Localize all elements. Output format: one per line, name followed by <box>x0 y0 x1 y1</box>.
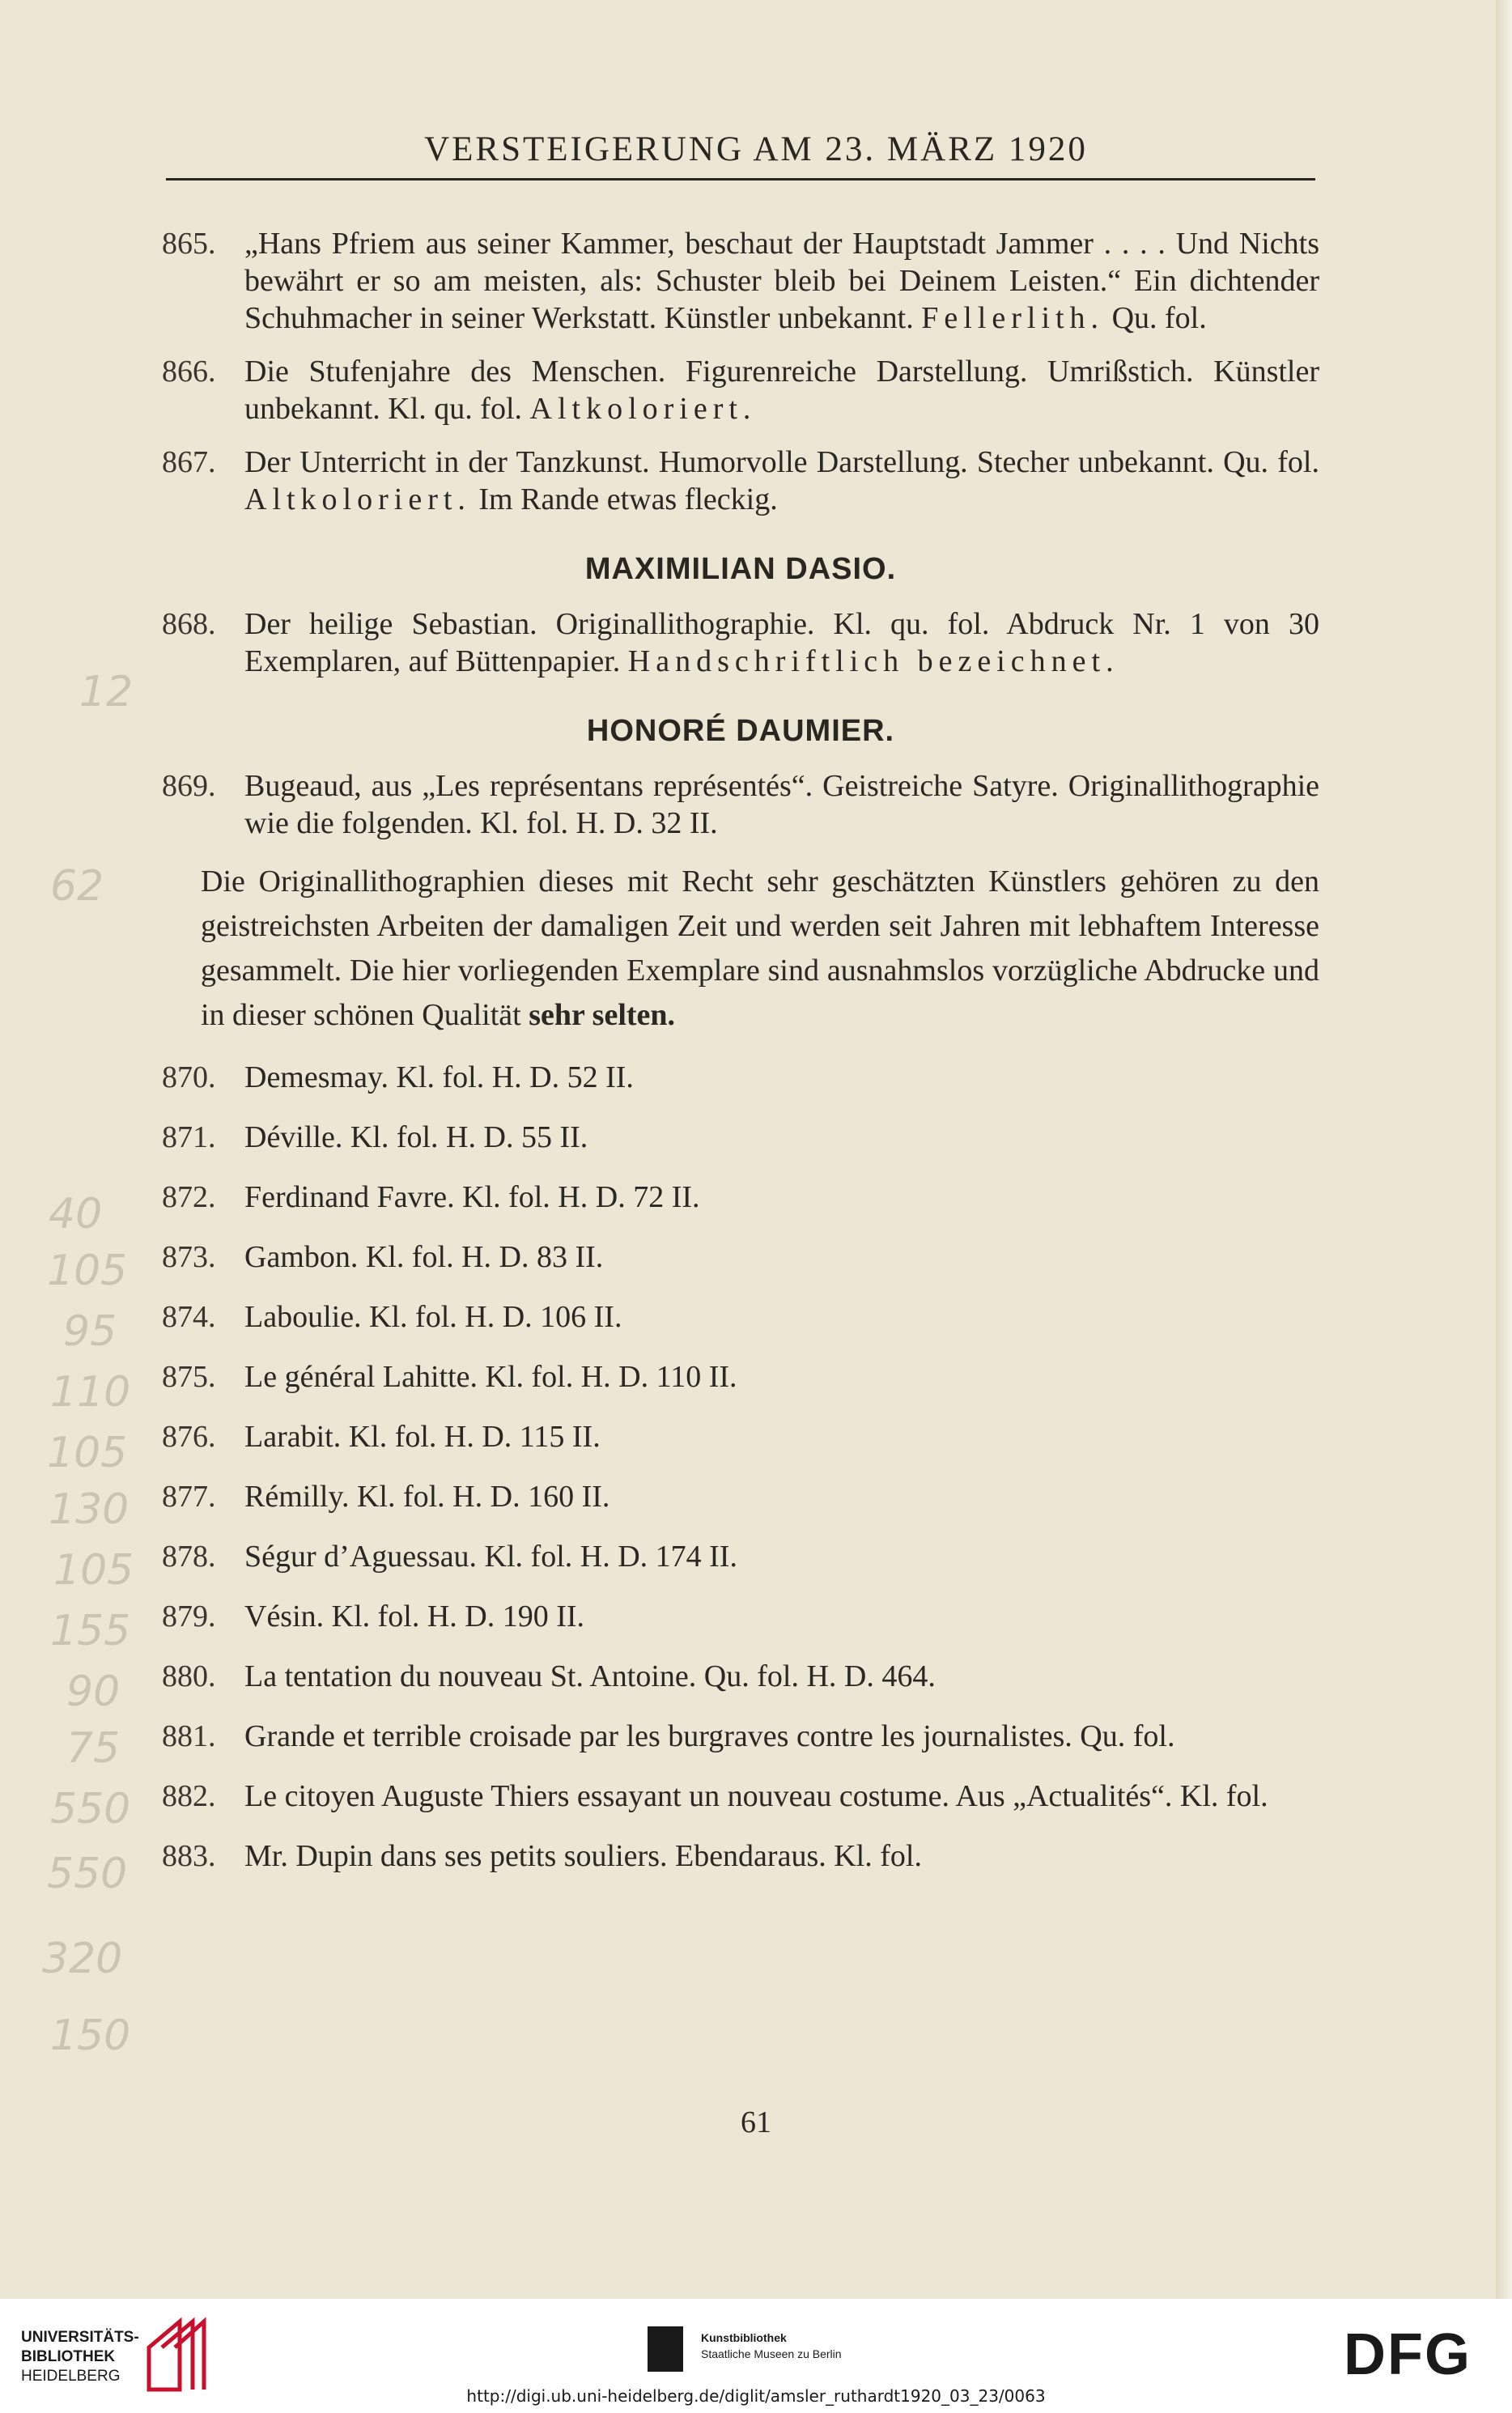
lot-entry <box>162 444 1319 518</box>
ub-logo-line: HEIDELBERG <box>21 2368 121 2385</box>
lot-entry <box>162 353 1319 427</box>
header-rule <box>166 178 1315 181</box>
lot-text: „Hans Pfriem aus seiner Kammer, beschaut der Hauptstadt Jammer . . . . Und Nichts bewährt er so am meisten, als: Schuster bleib bei Deinem Leisten.“ Ein dichtender Schuhmacher in seiner Werkstatt. Künstler unbekannt. <box>244 227 1319 335</box>
lot-text: Mr. Dupin dans ses petits souliers. Ebendaraus. Kl. fol. <box>244 1839 922 1873</box>
pencil-note: 75 <box>66 1724 121 1773</box>
lot-entry <box>162 767 1319 842</box>
lot-text: Demesmay. Kl. fol. H. D. 52 II. <box>244 1060 634 1094</box>
lot-text: Larabit. Kl. fol. H. D. 115 II. <box>244 1420 601 1454</box>
pencil-note: 105 <box>47 1247 128 1295</box>
lot-entry <box>162 1598 1319 1635</box>
lot-entry <box>162 1837 1319 1875</box>
lot-number: 874. <box>162 1300 216 1334</box>
lot-text: Rémilly. Kl. fol. H. D. 160 II. <box>244 1480 610 1514</box>
dfg-logo[interactable]: DFG <box>1344 2322 1472 2387</box>
lot-number: 878. <box>162 1540 216 1574</box>
ub-heidelberg-logo[interactable] <box>21 2328 139 2386</box>
lot-entry <box>162 1179 1319 1216</box>
lot-spaced-text: Altkoloriert. <box>529 392 757 426</box>
lot-entry <box>162 1658 1319 1695</box>
page-number: 61 <box>741 2105 771 2139</box>
pencil-note: 550 <box>50 1785 131 1833</box>
lot-entry <box>162 1119 1319 1156</box>
lot-spaced-text: Fellerlith. <box>921 301 1105 335</box>
lot-text: Ségur d’Aguessau. Kl. fol. H. D. 174 II. <box>244 1540 737 1574</box>
lot-text: Der Unterricht in der Tanzkunst. Humorvolle Darstellung. Stecher unbekannt. Qu. fol. <box>244 445 1319 479</box>
kunstbibliothek-logo[interactable] <box>701 2330 842 2362</box>
pencil-note: 320 <box>42 1935 123 1983</box>
ub-logo-line: BIBLIOTHEK <box>21 2348 116 2365</box>
lot-entry <box>162 1238 1319 1276</box>
daumier-note-bold: sehr selten. <box>529 998 676 1032</box>
lot-number: 872. <box>162 1180 216 1214</box>
lot-text: Ferdinand Favre. Kl. fol. H. D. 72 II. <box>244 1180 700 1214</box>
lot-number: 877. <box>162 1480 216 1514</box>
kb-logo-line: Staatliche Museen zu Berlin <box>701 2347 842 2360</box>
pencil-note: 550 <box>47 1850 128 1898</box>
pencil-note: 40 <box>49 1190 103 1238</box>
daumier-note <box>162 860 1319 1038</box>
section-heading-dasio: MAXIMILIAN DASIO. <box>584 552 897 586</box>
lot-number: 868. <box>162 607 216 641</box>
lot-text: Déville. Kl. fol. H. D. 55 II. <box>244 1120 588 1154</box>
lot-spaced-text: Altkoloriert. <box>244 482 471 516</box>
running-header: VERSTEIGERUNG AM 23. MÄRZ 1920 <box>424 130 1088 168</box>
lot-number: 875. <box>162 1360 216 1394</box>
lot-number: 866. <box>162 355 216 389</box>
lot-number: 870. <box>162 1060 216 1094</box>
lot-number: 879. <box>162 1599 216 1633</box>
lot-spaced-text: Handschriftlich bezeichnet. <box>627 644 1119 678</box>
pencil-note: 95 <box>63 1307 117 1356</box>
pencil-note: 155 <box>50 1607 131 1655</box>
lot-number: 865. <box>162 227 216 261</box>
permalink-url[interactable]: http://digi.ub.uni-heidelberg.de/diglit/amsler_ruthardt1920_03_23/0063 <box>466 2386 1046 2406</box>
lot-text: Die Stufenjahre des Menschen. Figurenreiche Darstellung. Umrißstich. Künstler unbekannt. Kl. qu. fol. <box>244 355 1319 426</box>
lot-number: 881. <box>162 1719 216 1753</box>
lot-text: Le citoyen Auguste Thiers essayant un nouveau costume. Aus „Actualités“. Kl. fol. <box>244 1779 1268 1813</box>
lot-number: 883. <box>162 1839 216 1873</box>
lot-text: Gambon. Kl. fol. H. D. 83 II. <box>244 1240 604 1274</box>
lot-entry <box>162 1778 1319 1815</box>
lot-text: Le général Lahitte. Kl. fol. H. D. 110 II. <box>244 1360 737 1394</box>
lot-text: La tentation du nouveau St. Antoine. Qu. fol. H. D. 464. <box>244 1659 936 1693</box>
lot-entry <box>162 1059 1319 1096</box>
lot-text: Laboulie. Kl. fol. H. D. 106 II. <box>244 1300 622 1334</box>
section-heading-daumier: HONORÉ DAUMIER. <box>586 714 895 748</box>
lot-text: Bugeaud, aus „Les représentans représentés“. Geistreiche Satyre. Originallithographie wie die folgenden. Kl. fol. H. D. 32 II. <box>244 769 1319 840</box>
pencil-note: 105 <box>53 1546 134 1595</box>
lot-number: 871. <box>162 1120 216 1154</box>
lot-number: 882. <box>162 1779 216 1813</box>
lot-number: 869. <box>162 769 216 803</box>
pencil-note: 62 <box>50 862 104 911</box>
lot-entry <box>162 225 1319 337</box>
lot-entry <box>162 1298 1319 1336</box>
pencil-note: 90 <box>66 1667 121 1716</box>
pencil-note: 130 <box>49 1485 130 1534</box>
pencil-note: 105 <box>47 1429 128 1477</box>
page-edge <box>1496 0 1512 2299</box>
lot-number: 876. <box>162 1420 216 1454</box>
lot-text: Der heilige Sebastian. Originallithographie. Kl. qu. fol. Abdruck Nr. 1 von 30 Exemplaren, auf Büttenpapier. <box>244 607 1319 678</box>
lot-text: Grande et terrible croisade par les burgraves contre les journalistes. Qu. fol. <box>244 1719 1175 1753</box>
catalog-content <box>162 217 1319 1875</box>
lot-entry <box>162 1358 1319 1396</box>
lot-number: 873. <box>162 1240 216 1274</box>
kb-logo-line: Kunstbibliothek <box>701 2331 787 2344</box>
daumier-note-text: Die Originallithographien dieses mit Recht sehr geschätzten Künstlers gehören zu den geistreichsten Arbeiten der damaligen Zeit und werden seit Jahren mit lebhaftem Interesse gesammelt. Die hier vorliegenden Exemplare sind ausnahmslos vorzügliche Abdrucke und in dieser schönen Qualität <box>201 865 1319 1032</box>
lot-number: 867. <box>162 445 216 479</box>
pencil-note: 12 <box>79 668 134 716</box>
footer-bar <box>0 2299 1512 2413</box>
kunstbibliothek-logo-icon <box>648 2326 683 2372</box>
lot-entry <box>162 605 1319 680</box>
lot-number: 880. <box>162 1659 216 1693</box>
lot-entry <box>162 1718 1319 1755</box>
ub-heidelberg-mark-icon <box>144 2315 207 2396</box>
lot-text-after: Qu. fol. <box>1111 301 1207 335</box>
lot-entry <box>162 1478 1319 1515</box>
lot-entry <box>162 1538 1319 1575</box>
ub-logo-line: UNIVERSITÄTS- <box>21 2329 139 2346</box>
lot-text: Vésin. Kl. fol. H. D. 190 II. <box>244 1599 585 1633</box>
lot-entry <box>162 1418 1319 1455</box>
lot-text-after: Im Rande etwas fleckig. <box>478 482 778 516</box>
pencil-note: 110 <box>50 1368 131 1417</box>
pencil-note: 150 <box>50 2012 131 2060</box>
